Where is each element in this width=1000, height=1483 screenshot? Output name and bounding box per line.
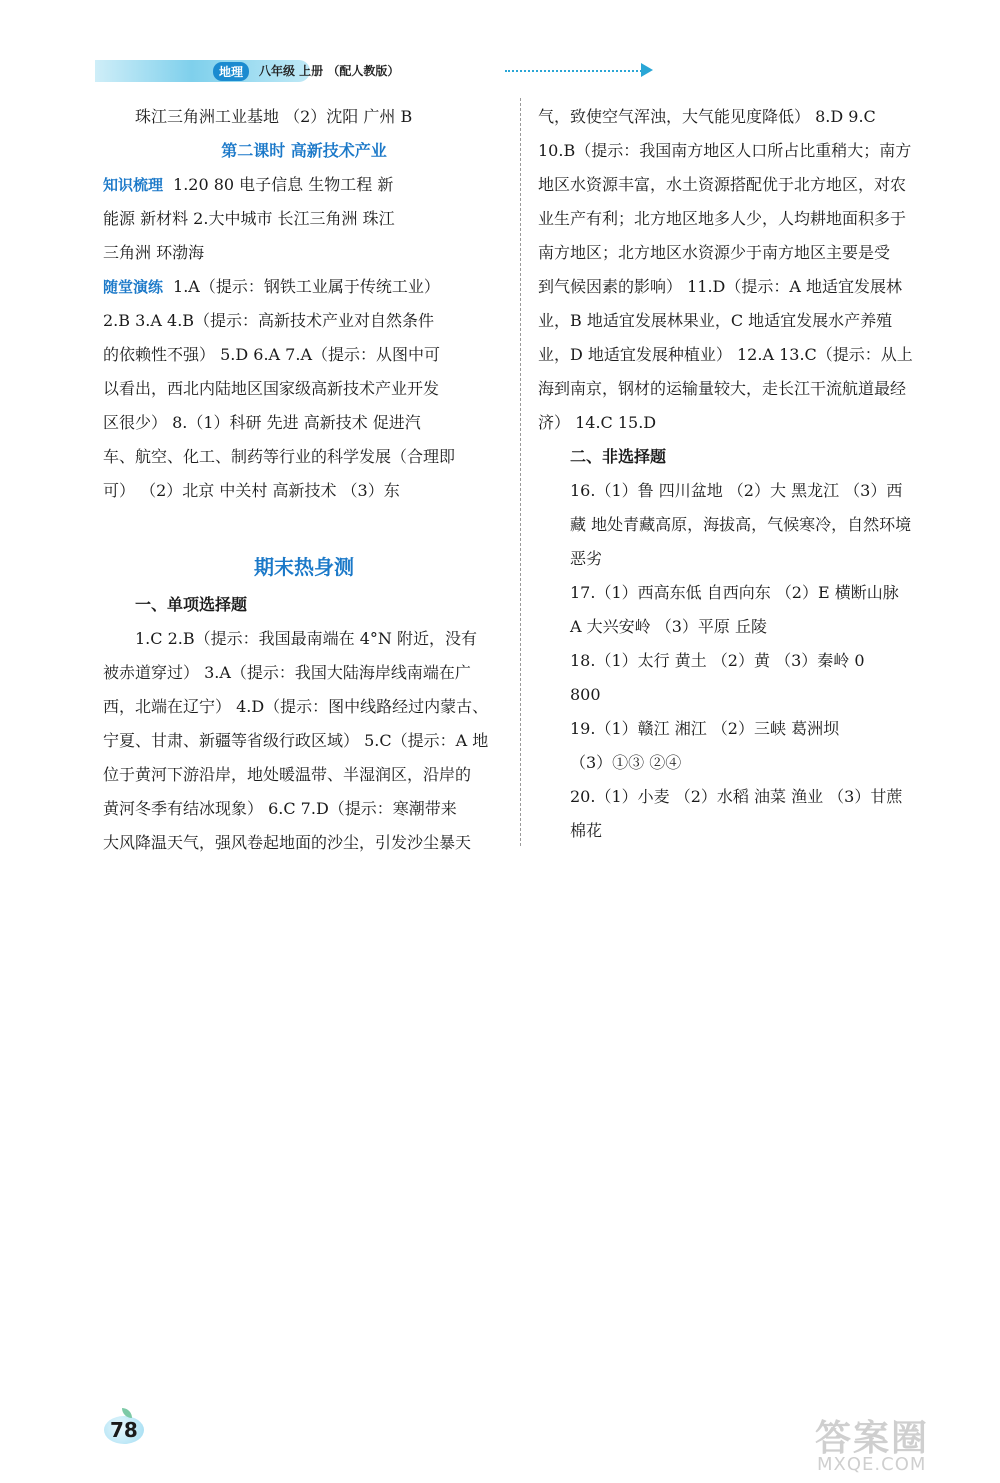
text-line: 业，D 地适宜发展种植业） 12.A 13.C（提示：从上	[538, 345, 913, 364]
text-line: 济） 14.C 15.D	[538, 413, 657, 432]
section-title: 期末热身测	[254, 555, 354, 579]
text-line: 以看出，西北内陆地区国家级高新技术产业开发	[103, 379, 440, 398]
answer-line: A 大兴安岭 （3）平原 丘陵	[570, 617, 767, 636]
answer-line: 19.（1）赣江 湘江 （2）三峡 葛洲坝	[570, 719, 840, 738]
text-line: 南方地区；北方地区水资源少于南方地区主要是受	[538, 243, 891, 262]
header-dotted-line	[505, 70, 645, 74]
text-line: 业，B 地适宜发展林果业，C 地适宜发展水产养殖	[538, 311, 893, 330]
left-column	[103, 100, 505, 860]
text-line: 西，北端在辽宁） 4.D（提示：图中线路经过内蒙古、	[103, 697, 489, 716]
single-choice-heading: 一、单项选择题	[135, 595, 248, 614]
text-line: 珠江三角洲工业基地 （2）沈阳 广州 B	[135, 107, 413, 126]
text-line: 黄河冬季有结冰现象） 6.C 7.D（提示：寒潮带来	[103, 799, 457, 818]
non-choice-heading: 二、非选择题	[570, 447, 667, 466]
text-line: 大风降温天气，强风卷起地面的沙尘，引发沙尘暴天	[103, 833, 472, 852]
text-line: 位于黄河下游沿岸，地处暖温带、半湿润区，沿岸的	[103, 765, 472, 784]
answer-line: 藏 地处青藏高原，海拔高，气候寒冷，自然环境	[570, 515, 912, 534]
watermark-text: 答案圈	[815, 1418, 930, 1459]
practice-line	[103, 270, 505, 304]
answer-line: 棉花	[570, 821, 603, 840]
practice-tag: 随堂演练	[103, 278, 164, 296]
text-line: 宁夏、甘肃、新疆等省级行政区域） 5.C（提示：A 地	[103, 731, 489, 750]
watermark-url: MXQE.COM	[817, 1454, 927, 1475]
text-line: 车、航空、化工、制药等行业的科学发展（合理即	[103, 447, 456, 466]
column-divider	[520, 98, 521, 846]
answer-line: 恶劣	[570, 549, 603, 568]
answer-line: 17.（1）西高东低 自西向东 （2）E 横断山脉	[570, 583, 899, 602]
text-line: 1.20 80 电子信息 生物工程 新	[173, 175, 394, 194]
text-line: 到气候因素的影响） 11.D（提示：A 地适宜发展林	[538, 277, 903, 296]
text-line: 可） （2）北京 中关村 高新技术 （3）东	[103, 481, 400, 500]
text-line: 区很少） 8.（1）科研 先进 高新技术 促进汽	[103, 413, 421, 432]
answer-line: （3）①③ ②④	[570, 753, 682, 772]
text-line: 2.B 3.A 4.B（提示：高新技术产业对自然条件	[103, 311, 435, 330]
text-line: 10.B（提示：我国南方地区人口所占比重稍大；南方	[538, 141, 912, 160]
text-line: 三角洲 环渤海	[103, 243, 205, 262]
text-line: 1.A（提示：钢铁工业属于传统工业）	[173, 277, 440, 296]
right-column	[538, 100, 942, 848]
text-line: 的依赖性不强） 5.D 6.A 7.A（提示：从图中可	[103, 345, 440, 364]
page-number: 78	[110, 1418, 138, 1442]
text-line: 被赤道穿过） 3.A（提示：我国大陆海岸线南端在广	[103, 663, 471, 682]
watermark	[815, 1410, 995, 1480]
book-info: 八年级 上册 （配人教版）	[259, 64, 400, 78]
text-line: 1.C 2.B（提示：我国最南端在 4°N 附近，没有	[135, 629, 477, 648]
answer-line: 20.（1）小麦 （2）水稻 油菜 渔业 （3）甘蔗	[570, 787, 903, 806]
text-line: 能源 新材料 2.大中城市 长江三角洲 珠江	[103, 209, 395, 228]
page-number-badge	[104, 1408, 148, 1448]
answer-line: 16.（1）鲁 四川盆地 （2）大 黑龙江 （3）西	[570, 481, 903, 500]
arrow-right-icon	[641, 63, 653, 77]
subject-badge: 地理	[213, 62, 249, 81]
page-header	[95, 55, 665, 89]
text-line: 业生产有利；北方地区地多人少，人均耕地面积多于	[538, 209, 907, 228]
text-line: 气，致使空气浑浊，大气能见度降低） 8.D 9.C	[538, 107, 876, 126]
knowledge-line	[103, 168, 505, 202]
text-line: 海到南京，钢材的运输量较大，走长江干流航道最经	[538, 379, 907, 398]
answer-line: 18.（1）太行 黄土 （2）黄 （3）秦岭 0	[570, 651, 865, 670]
subsection-title: 第二课时 高新技术产业	[221, 141, 387, 160]
knowledge-tag: 知识梳理	[103, 176, 164, 194]
text-line: 地区水资源丰富，水土资源搭配优于北方地区，对农	[538, 175, 907, 194]
answer-line: 800	[570, 685, 601, 704]
